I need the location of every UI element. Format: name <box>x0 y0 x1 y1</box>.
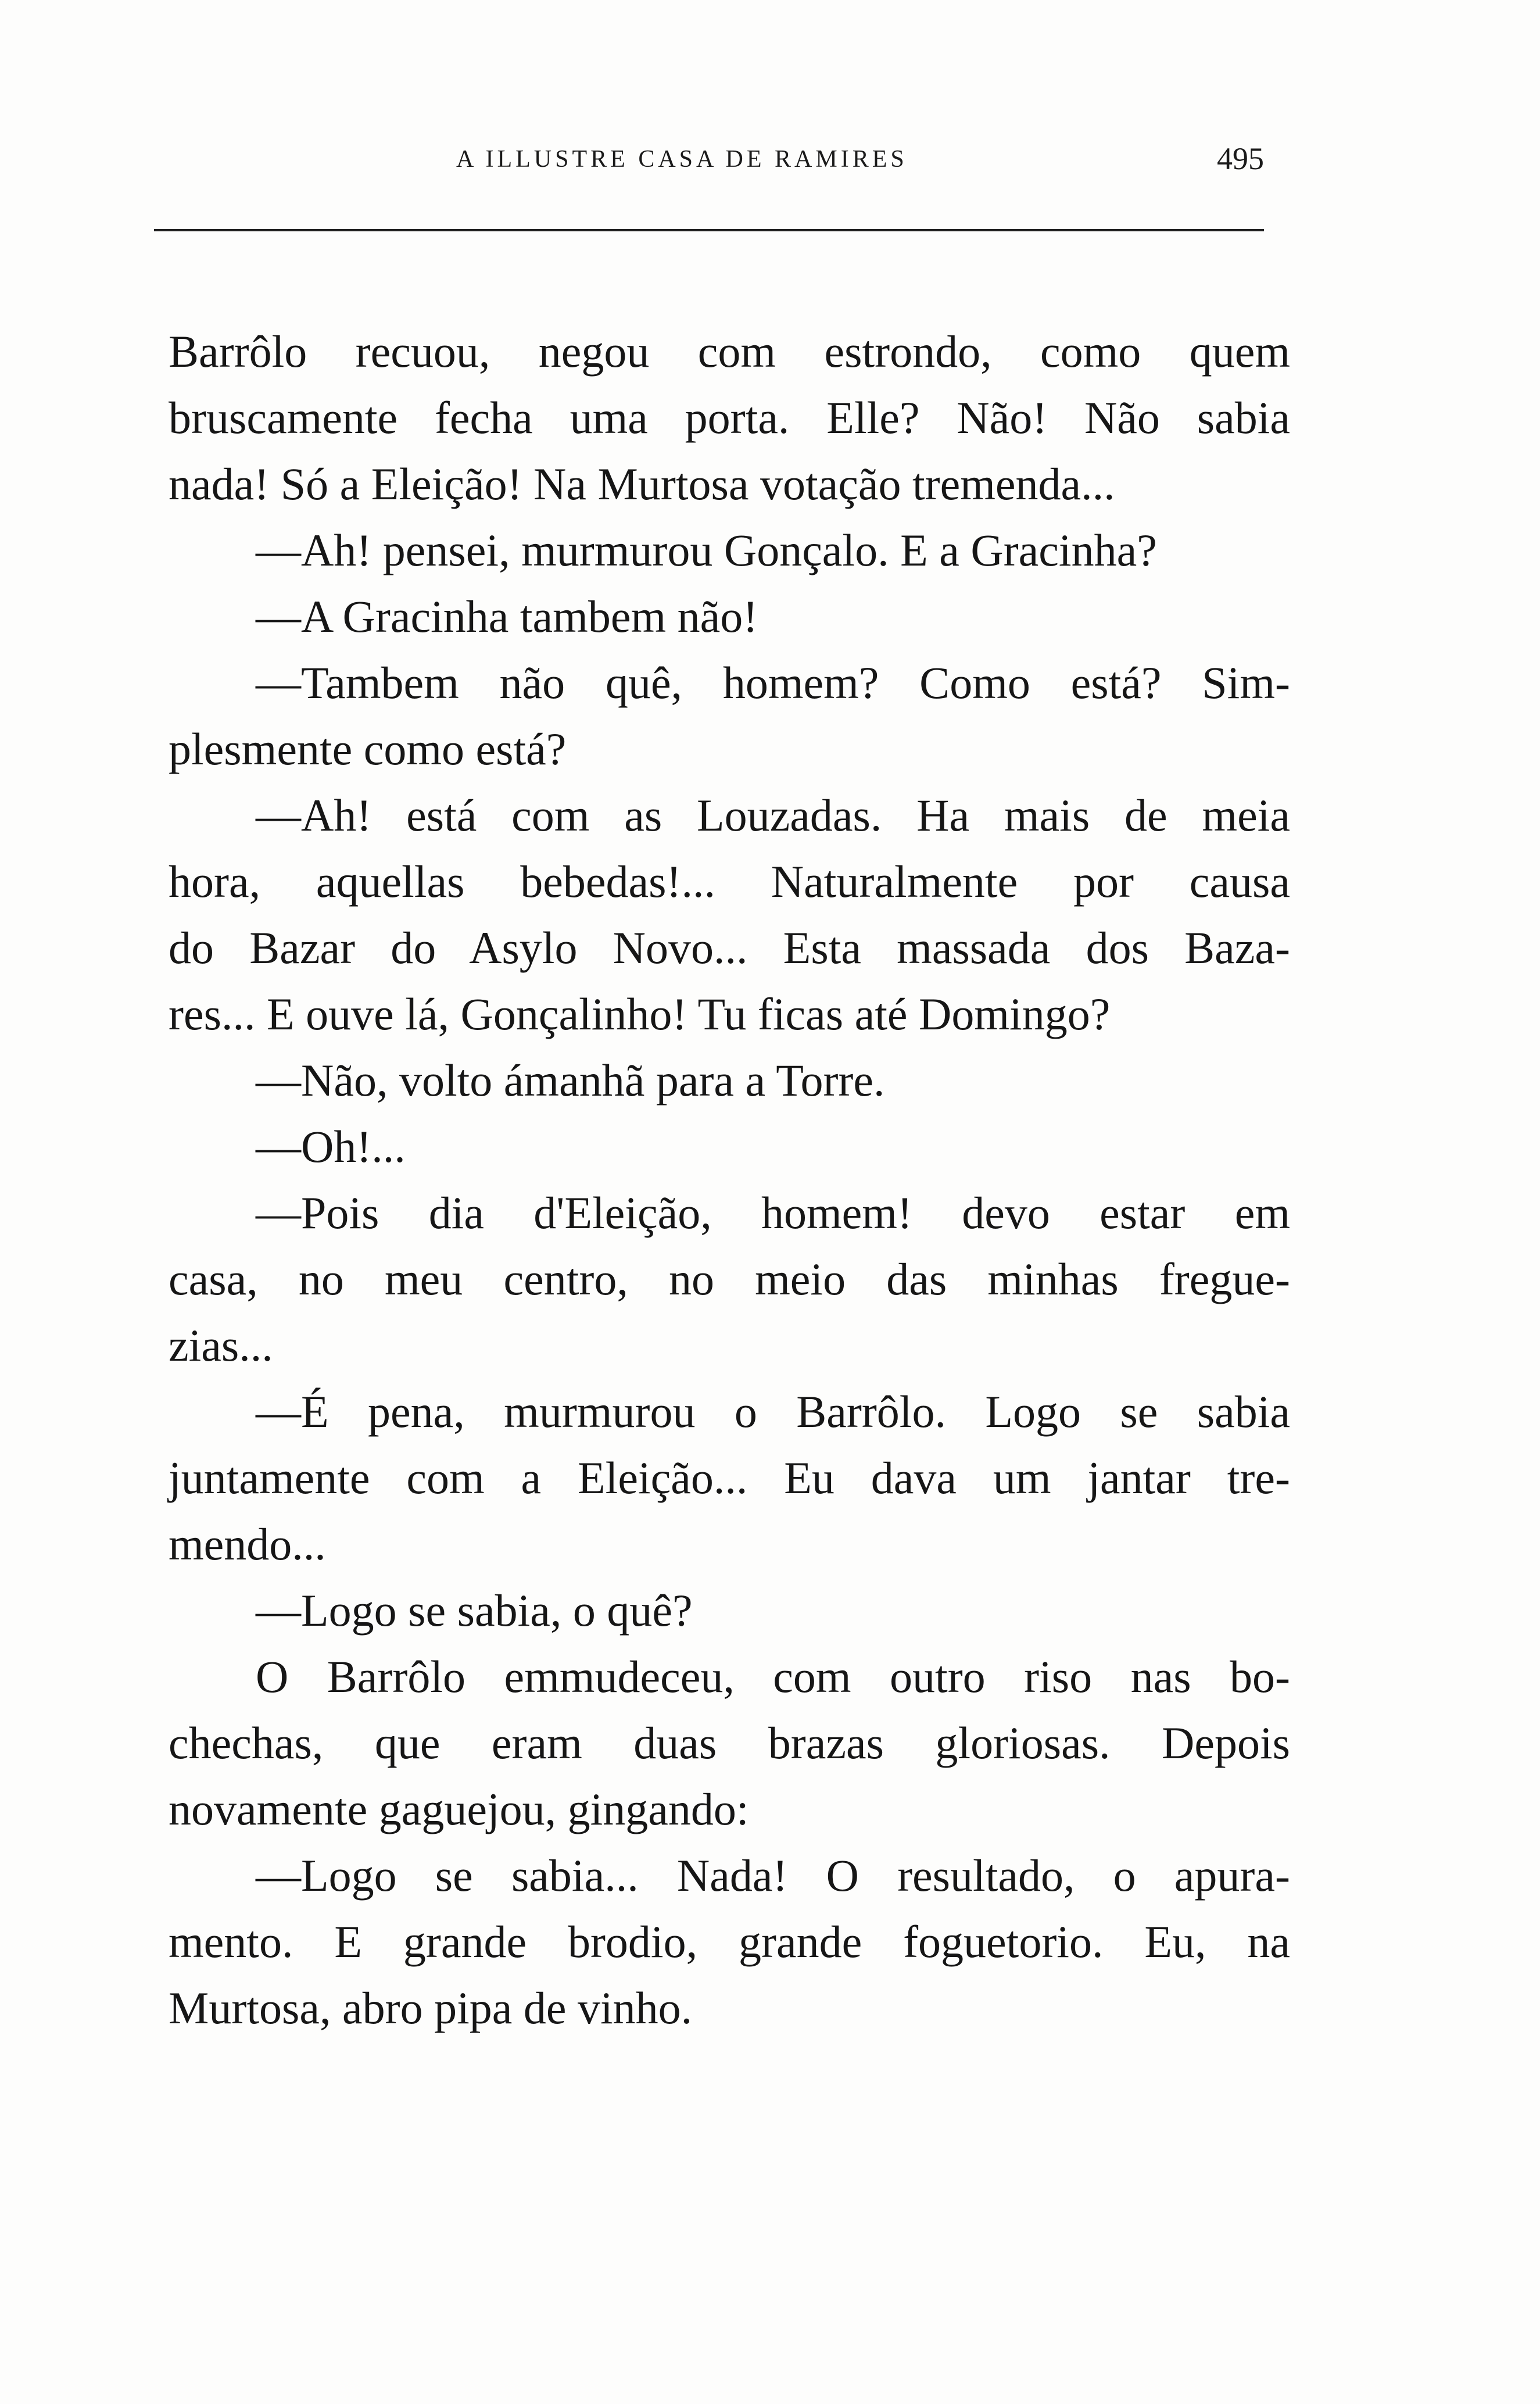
text-line: nada! Só a Eleição! Na Murtosa votação tremenda... <box>169 459 1115 509</box>
text-line: —Ah! pensei, murmurou Gonçalo. E a Gracinha? <box>256 525 1157 575</box>
page-number: 495 <box>1217 141 1264 176</box>
text-line: Barrôlo recuou, negou com estrondo, como quem <box>169 326 1290 377</box>
text-line: zias... <box>169 1320 273 1371</box>
text-line: —Logo se sabia, o quê? <box>256 1585 693 1636</box>
text-line: —Pois dia d'Eleição, homem! devo estar em <box>256 1187 1290 1238</box>
text-line: —A Gracinha tambem não! <box>256 591 758 642</box>
text-line: chechas, que eram duas brazas gloriosas. Depois <box>169 1718 1290 1768</box>
header-rule <box>154 229 1264 231</box>
text-line: mento. E grande brodio, grande foguetorio. Eu, na <box>169 1916 1290 1967</box>
text-line: hora, aquellas bebedas!... Naturalmente por causa <box>169 856 1290 907</box>
text-line: novamente gaguejou, gingando: <box>169 1784 749 1834</box>
text-line: res... E ouve lá, Gonçalinho! Tu ficas até Domingo? <box>169 989 1111 1039</box>
running-head <box>148 141 1264 187</box>
text-line: —Ah! está com as Louzadas. Ha mais de meia <box>256 790 1290 840</box>
running-title: A ILLUSTRE CASA DE RAMIRES <box>456 146 908 173</box>
body-text <box>169 319 1290 2041</box>
text-line: —Oh!... <box>256 1121 406 1172</box>
text-line: —Não, volto ámanhã para a Torre. <box>256 1055 885 1106</box>
text-line: do Bazar do Asylo Novo... Esta massada dos Baza- <box>169 922 1290 973</box>
text-line: casa, no meu centro, no meio das minhas fregue- <box>169 1254 1290 1304</box>
text-line: —Logo se sabia... Nada! O resultado, o apura- <box>256 1850 1290 1901</box>
text-line: plesmente como está? <box>169 724 567 774</box>
text-line: Murtosa, abro pipa de vinho. <box>169 1983 693 2033</box>
text-line: O Barrôlo emmudeceu, com outro riso nas bo- <box>256 1651 1290 1702</box>
text-line: juntamente com a Eleição... Eu dava um jantar tre- <box>169 1453 1290 1503</box>
text-line: mendo... <box>169 1519 326 1569</box>
text-line: —É pena, murmurou o Barrôlo. Logo se sabia <box>256 1386 1290 1437</box>
text-line: —Tambem não quê, homem? Como está? Sim- <box>256 657 1290 708</box>
text-line: bruscamente fecha uma porta. Elle? Não! Não sabia <box>169 392 1290 443</box>
